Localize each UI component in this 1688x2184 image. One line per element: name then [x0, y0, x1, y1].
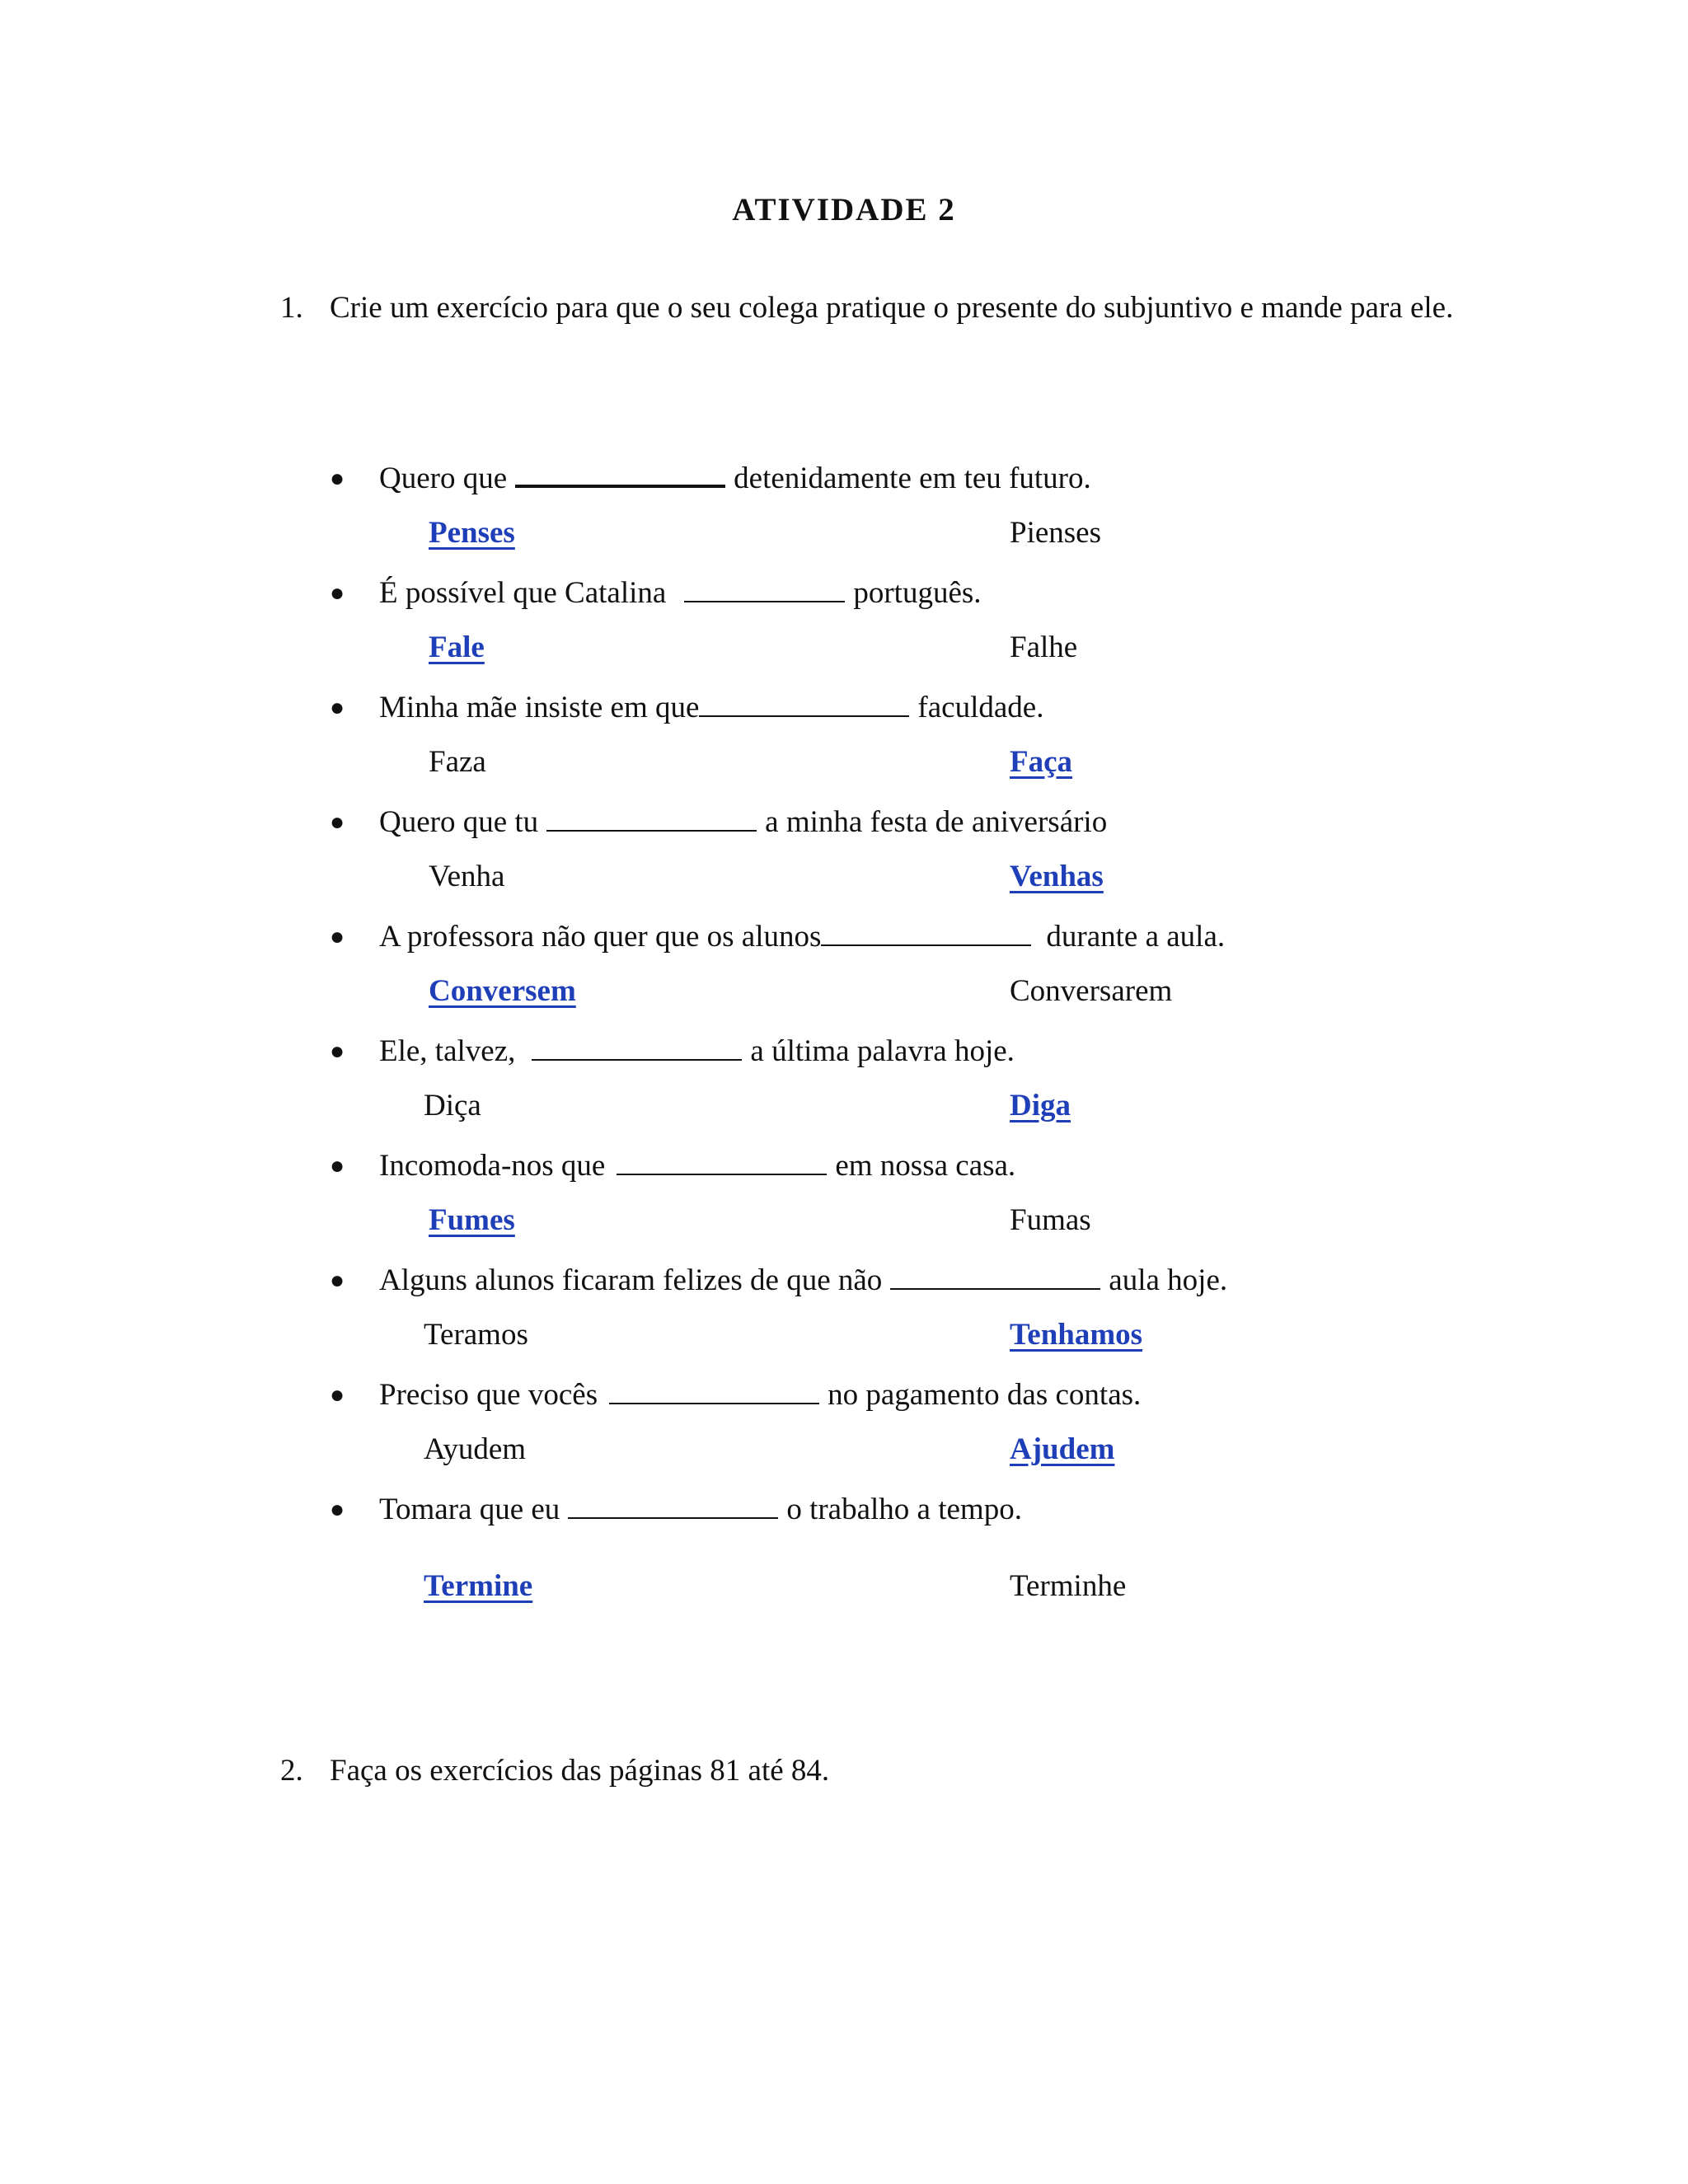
exercise-sentence [379, 569, 982, 618]
sentence-after: a minha festa de aniversário [765, 805, 1108, 839]
answer-blank [699, 687, 909, 717]
option-incorrect: Pienses [1010, 516, 1101, 550]
option-incorrect: Venha [429, 860, 505, 893]
answer-blank [684, 573, 845, 602]
option-incorrect: Ayudem [424, 1432, 527, 1466]
answer-blank [515, 457, 725, 488]
question-1-number: 1. [280, 291, 303, 325]
sentence-before: Preciso que vocês [379, 1378, 598, 1412]
bullet-icon: ● [330, 1381, 345, 1408]
option-incorrect: Fumas [1010, 1203, 1091, 1237]
exercise-sentence [379, 1485, 1022, 1535]
bullet-icon: ● [330, 808, 345, 836]
option-correct: Venhas [1010, 860, 1104, 893]
option-correct: Conversem [429, 974, 576, 1008]
option-incorrect: Terminhe [1010, 1569, 1127, 1603]
sentence-before: Quero que [379, 462, 508, 495]
bullet-icon: ● [330, 1496, 345, 1523]
option-correct: Tenhamos [1010, 1318, 1143, 1352]
question-2 [280, 1743, 1467, 1799]
option-correct: Termine [424, 1569, 533, 1603]
option-correct: Fale [429, 630, 485, 664]
exercise-sentence [379, 1256, 1227, 1305]
question-1 [280, 280, 1467, 336]
option-incorrect: Faza [429, 745, 486, 779]
bullet-icon: ● [330, 1267, 345, 1294]
answer-blank [617, 1146, 827, 1175]
exercise-sentence [379, 1027, 1015, 1076]
sentence-before: A professora não quer que os alunos [379, 920, 822, 954]
sentence-before: Quero que tu [379, 805, 539, 839]
answer-blank [568, 1489, 778, 1519]
sentence-after: em nossa casa. [835, 1149, 1016, 1183]
exercise-sentence [379, 912, 1225, 962]
page-title: ATIVIDADE 2 [732, 192, 956, 227]
exercise-sentence [379, 1141, 1015, 1191]
exercise-sentence [379, 454, 1091, 504]
sentence-before: Tomara que eu [379, 1493, 560, 1526]
sentence-before: Ele, talvez, [379, 1034, 516, 1068]
option-correct: Faça [1010, 745, 1073, 779]
sentence-after: o trabalho a tempo. [786, 1493, 1022, 1526]
sentence-after: no pagamento das contas. [828, 1378, 1142, 1412]
sentence-before: Minha mãe insiste em que [379, 691, 700, 724]
option-correct: Ajudem [1010, 1432, 1115, 1466]
bullet-icon: ● [330, 1038, 345, 1065]
bullet-icon: ● [330, 923, 345, 950]
question-2-text: Faça os exercícios das páginas 81 até 84. [330, 1754, 830, 1788]
option-incorrect: Falhe [1010, 630, 1078, 664]
question-1-text: Crie um exercício para que o seu colega pratique o presente do subjuntivo e mande para ele. [330, 291, 1454, 325]
sentence-before: Alguns alunos ficaram felizes de que não [379, 1263, 883, 1297]
sentence-after: durante a aula. [1046, 920, 1226, 954]
bullet-icon: ● [330, 1152, 345, 1179]
option-correct: Fumes [429, 1203, 515, 1237]
exercise-sentence [379, 683, 1043, 733]
sentence-after: detenidamente em teu futuro. [734, 462, 1091, 495]
sentence-after: português. [853, 576, 982, 610]
sentence-before: É possível que Catalina [379, 576, 667, 610]
sentence-after: aula hoje. [1109, 1263, 1228, 1297]
answer-blank [532, 1031, 742, 1061]
answer-blank [546, 802, 757, 832]
sentence-after: a última palavra hoje. [750, 1034, 1015, 1068]
sentence-before: Incomoda-nos que [379, 1149, 606, 1183]
exercise-sentence [379, 798, 1107, 847]
bullet-icon: ● [330, 694, 345, 721]
option-incorrect: Teramos [424, 1318, 528, 1352]
question-2-number: 2. [280, 1754, 303, 1788]
answer-blank [609, 1375, 819, 1404]
option-incorrect: Conversarem [1010, 974, 1173, 1008]
option-correct: Penses [429, 516, 515, 550]
answer-blank [821, 916, 1031, 946]
option-correct: Diga [1010, 1089, 1071, 1122]
option-incorrect: Diça [424, 1089, 481, 1122]
sentence-after: faculdade. [917, 691, 1044, 724]
answer-blank [890, 1260, 1100, 1290]
bullet-icon: ● [330, 465, 345, 492]
exercise-sentence [379, 1371, 1141, 1420]
bullet-icon: ● [330, 579, 345, 607]
